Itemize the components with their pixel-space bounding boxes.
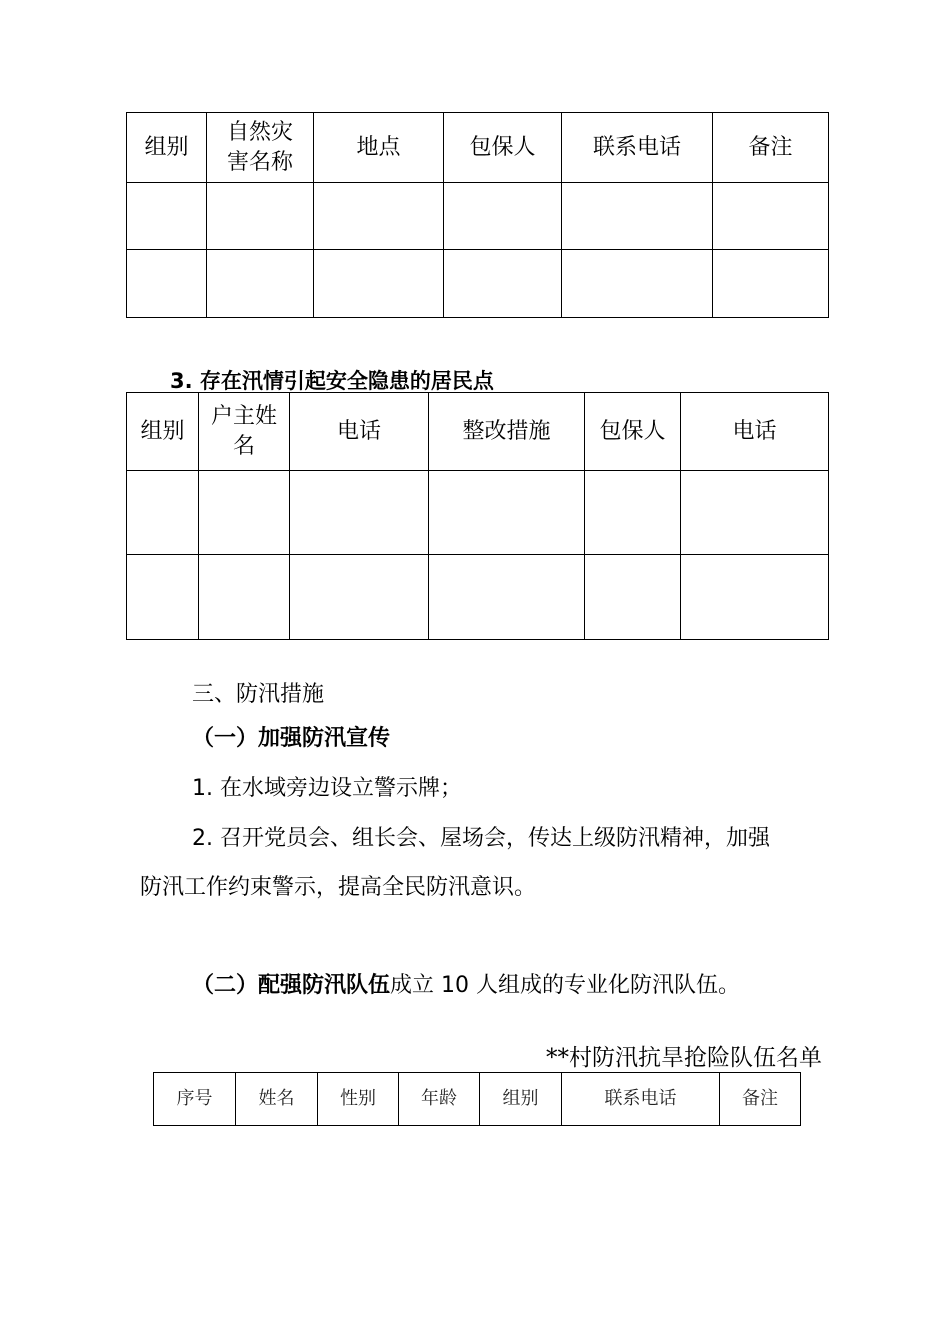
subheading-team: （二）配强防汛队伍 xyxy=(192,973,391,998)
header-group: 组别 xyxy=(127,113,207,183)
header-disaster-name: 自然灾害名称 xyxy=(207,113,314,183)
measure-item-2-line-2: 防汛工作约束警示，提高全民防汛意识。 xyxy=(140,875,537,900)
table-row xyxy=(127,183,829,250)
header-remarks: 备注 xyxy=(720,1073,801,1126)
header-name: 姓名 xyxy=(236,1073,318,1126)
subheading-publicity: （一）加强防汛宣传 xyxy=(192,726,391,751)
subheading-team-line xyxy=(192,971,740,1001)
section-3-title: 3. 存在汛情引起安全隐患的居民点 xyxy=(170,369,494,393)
header-owner-name: 户主姓名 xyxy=(199,393,290,471)
header-gender: 性别 xyxy=(318,1073,399,1126)
header-phone-2: 电话 xyxy=(681,393,829,471)
header-rectification: 整改措施 xyxy=(429,393,585,471)
header-serial: 序号 xyxy=(154,1073,236,1126)
table-row xyxy=(127,555,829,640)
table-row xyxy=(127,250,829,318)
header-group: 组别 xyxy=(127,393,199,471)
hazard-table xyxy=(126,112,829,318)
measure-item-1: 1. 在水域旁边设立警示牌； xyxy=(192,776,462,801)
team-description: 成立 10 人组成的专业化防汛队伍。 xyxy=(390,973,740,998)
measure-item-2-line-1: 2. 召开党员会、组长会、屋场会，传达上级防汛精神，加强 xyxy=(192,826,770,851)
header-group: 组别 xyxy=(480,1073,562,1126)
heading-flood-measures: 三、防汛措施 xyxy=(192,682,325,707)
table-row xyxy=(127,471,829,555)
header-age: 年龄 xyxy=(399,1073,480,1126)
header-guarantor: 包保人 xyxy=(585,393,681,471)
residence-table xyxy=(126,392,829,640)
header-phone: 联系电话 xyxy=(562,113,713,183)
header-guarantor: 包保人 xyxy=(444,113,562,183)
header-phone: 联系电话 xyxy=(562,1073,720,1126)
roster-table xyxy=(153,1072,801,1126)
header-location: 地点 xyxy=(314,113,444,183)
header-remarks: 备注 xyxy=(713,113,829,183)
roster-title: **村防汛抗旱抢险队伍名单 xyxy=(546,1045,822,1071)
header-phone: 电话 xyxy=(290,393,429,471)
